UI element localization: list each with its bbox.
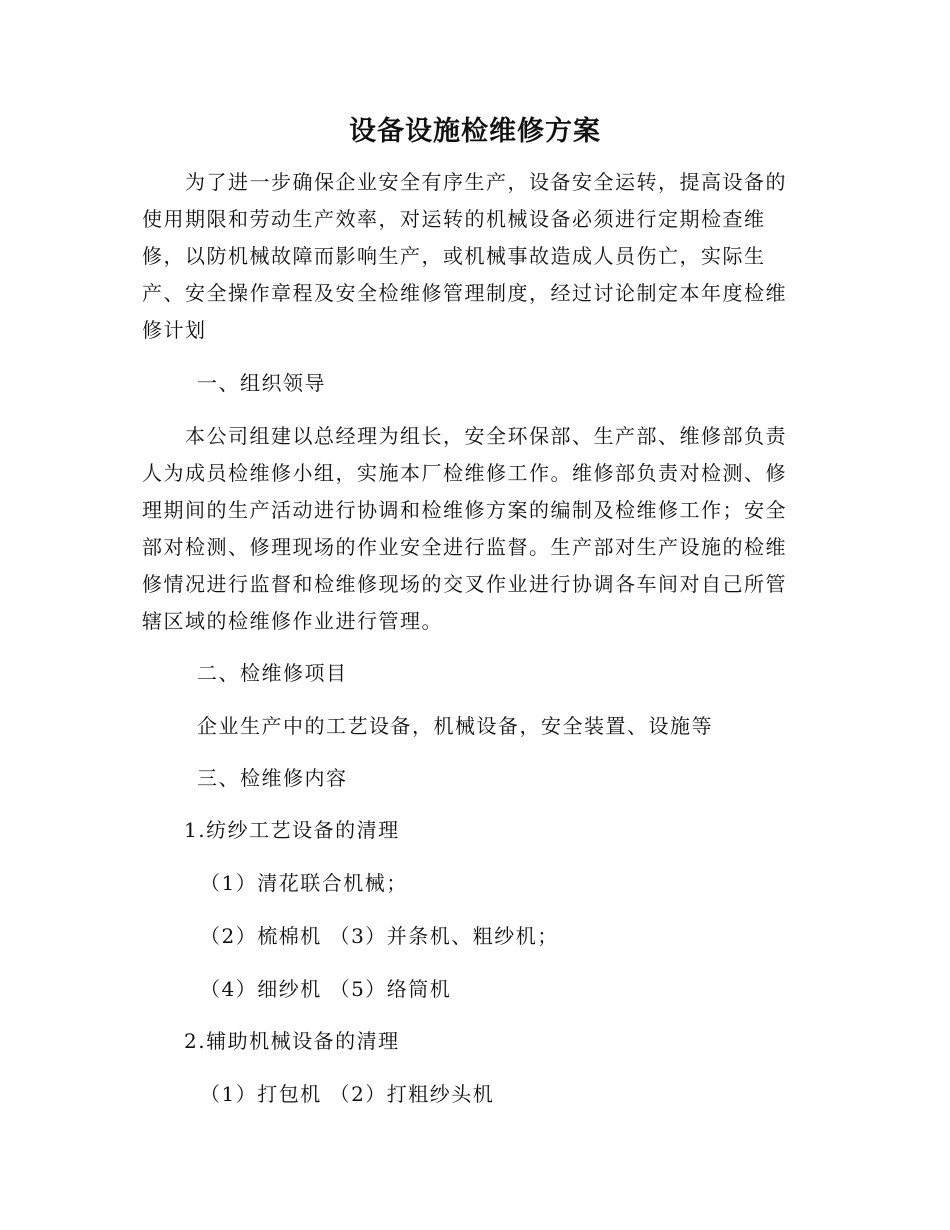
section-heading-content: 三、检维修内容: [197, 766, 348, 790]
organization-line: 人为成员检维修小组，实施本厂检维修工作。维修部负责对检测、修: [142, 461, 787, 485]
item1-line: （1）清花联合机械；: [200, 871, 408, 895]
item1-heading: 1.纺纱工艺设备的清理: [184, 818, 400, 842]
intro-line: 产、安全操作章程及安全检维修管理制度，经过讨论制定本年度检维: [142, 281, 787, 305]
section-heading-organization: 一、组织领导: [197, 371, 326, 395]
intro-line: 修计划: [142, 318, 207, 342]
item2-line: （1）打包机 （2）打粗纱头机: [200, 1082, 495, 1106]
document-title: 设备设施检维修方案: [349, 116, 601, 147]
organization-line: 部对检测、修理现场的作业安全进行监督。生产部对生产设施的检维: [142, 535, 787, 559]
section-heading-items: 二、检维修项目: [197, 661, 348, 685]
intro-line: 修，以防机械故障而影响生产，或机械事故造成人员伤亡，实际生: [142, 244, 766, 268]
item2-heading: 2.辅助机械设备的清理: [184, 1029, 400, 1053]
item1-line: （2）梳棉机 （3）并条机、粗纱机；: [200, 924, 559, 948]
organization-line: 修情况进行监督和检维修现场的交叉作业进行协调各车间对自己所管: [142, 572, 787, 596]
intro-line: 使用期限和劳动生产效率，对运转的机械设备必须进行定期检查维: [142, 207, 766, 231]
organization-line: 辖区域的检维修作业进行管理。: [142, 609, 443, 633]
organization-line: 理期间的生产活动进行协调和检维修方案的编制及检维修工作；安全: [142, 498, 787, 522]
item1-line: （4）细纱机 （5）络筒机: [200, 977, 452, 1001]
intro-paragraph: [142, 164, 802, 349]
organization-line: 本公司组建以总经理为组长，安全环保部、生产部、维修部负责: [142, 424, 787, 448]
organization-paragraph: [142, 418, 802, 640]
items-text: 企业生产中的工艺设备，机械设备，安全装置、设施等: [197, 714, 713, 738]
intro-line: 为了进一步确保企业安全有序生产，设备安全运转，提高设备的: [142, 170, 787, 194]
